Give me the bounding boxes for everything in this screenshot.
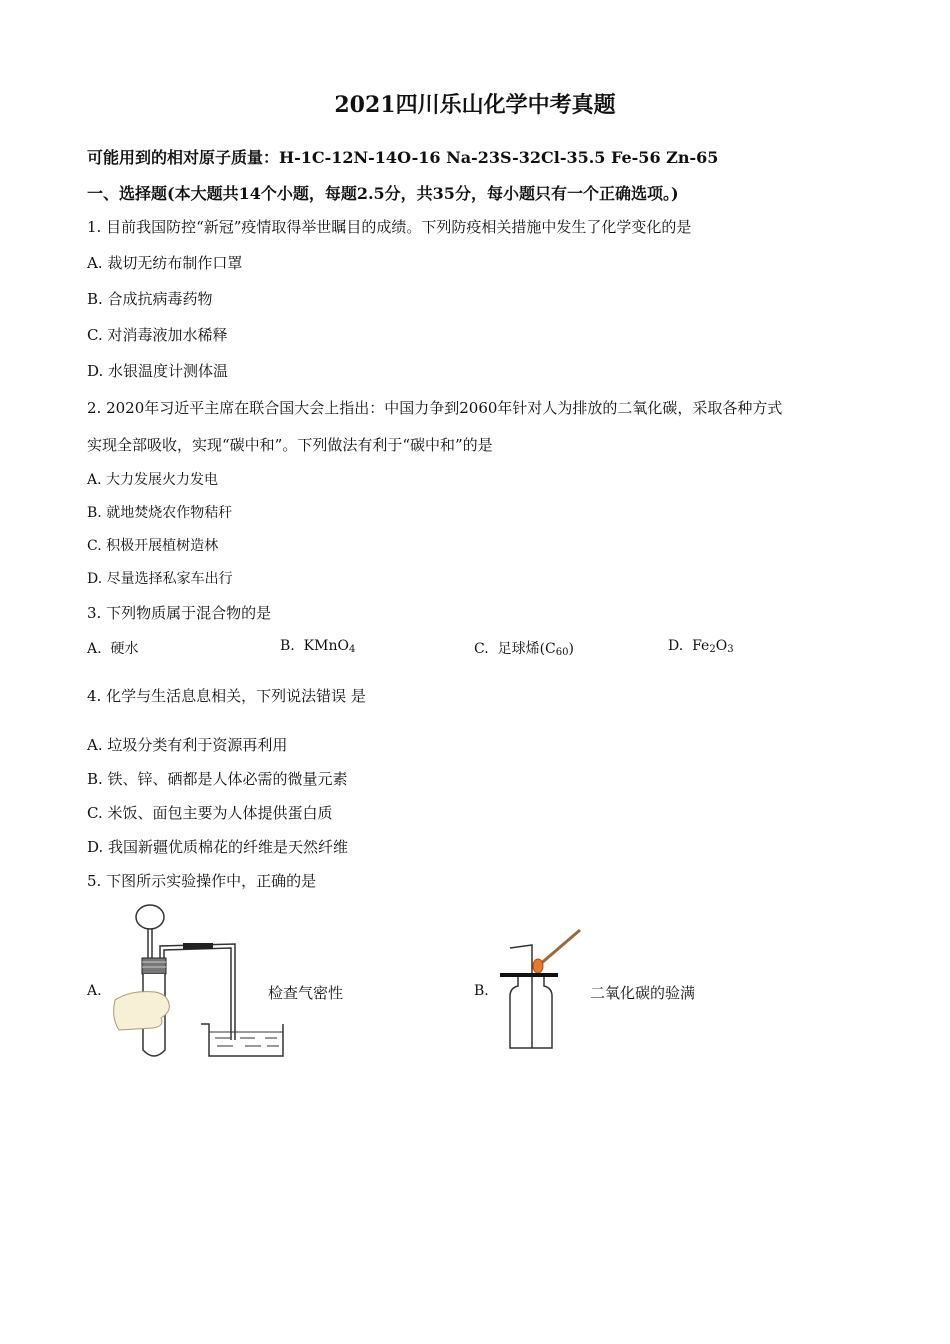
option-c: C. 米饭、面包主要为人体提供蛋白质 xyxy=(87,804,333,822)
option-d: D. 水银温度计测体温 xyxy=(87,362,229,380)
option-b: B. 铁、锌、硒都是人体必需的微量元素 xyxy=(87,770,348,788)
subscript: 60 xyxy=(555,647,569,658)
option-a xyxy=(87,638,138,658)
option-b xyxy=(280,638,355,654)
option-b-caption: 二氧化碳的验满 xyxy=(590,984,696,1002)
airtightness-check-figure xyxy=(105,900,290,1062)
atomic-masses: 可能用到的相对原子质量：H-1C-12N-14O-16 Na-23S-32Cl-35.5 Fe-56 Zn-65 xyxy=(87,148,719,167)
question-stem-line-1: 2. 2020年习近平主席在联合国大会上指出：中国力争到2060年针对人为排放的二氧化碳，采取各种方式 xyxy=(87,399,783,417)
option-d xyxy=(668,638,734,654)
option-b: B. 就地焚烧农作物秸秆 xyxy=(87,505,233,521)
option-a: A. 大力发展火力发电 xyxy=(87,472,219,488)
option-d: D. 尽量选择私家车出行 xyxy=(87,571,233,587)
section-heading: 一、选择题(本大题共14个小题，每题2.5分，共35分，每小题只有一个正确选项。) xyxy=(87,184,679,203)
question-stem: 3. 下列物质属于混合物的是 xyxy=(87,604,272,622)
option-a: A. 垃圾分类有利于资源再利用 xyxy=(87,736,288,754)
option-c: C. 对消毒液加水稀释 xyxy=(87,326,228,344)
question-stem: 5. 下图所示实验操作中，正确的是 xyxy=(87,872,317,890)
option-a: A. 裁切无纺布制作口罩 xyxy=(87,254,243,272)
question-stem-line-2: 实现全部吸收，实现“碳中和”。下列做法有利于“碳中和”的是 xyxy=(87,436,493,454)
option-b-label: B. xyxy=(474,983,489,999)
hand-icon xyxy=(114,992,170,1030)
subscript: 4 xyxy=(348,644,356,655)
option-text-2: O xyxy=(715,638,728,654)
flame-icon xyxy=(533,959,543,973)
option-text: 足球烯(C xyxy=(497,641,556,657)
option-text: 硬水 xyxy=(110,641,139,657)
question-stem: 1. 目前我国防控“新冠”疫情取得举世瞩目的成绩。下列防疫相关措施中发生了化学变化的是 xyxy=(87,218,692,236)
subscript-2: 3 xyxy=(727,644,734,655)
co2-full-check-figure xyxy=(500,928,586,1056)
option-label: A. xyxy=(87,641,102,657)
option-text: KMnO xyxy=(303,638,349,654)
option-label: B. xyxy=(280,638,295,654)
question-stem: 4. 化学与生活息息相关，下列说法错误 是 xyxy=(87,687,366,705)
option-a-caption: 检查气密性 xyxy=(268,984,344,1002)
option-b: B. 合成抗病毒药物 xyxy=(87,290,213,308)
option-c: C. 积极开展植树造林 xyxy=(87,538,219,554)
option-a-label: A. xyxy=(87,983,102,999)
option-text-after: ) xyxy=(568,641,574,657)
option-d: D. 我国新疆优质棉花的纤维是天然纤维 xyxy=(87,838,349,856)
page-title: 2021四川乐山化学中考真题 xyxy=(334,92,616,118)
option-label: D. xyxy=(668,638,684,654)
option-label: C. xyxy=(474,641,489,657)
subscript: 2 xyxy=(709,644,716,655)
option-text: Fe xyxy=(692,638,710,654)
option-c xyxy=(474,638,574,658)
